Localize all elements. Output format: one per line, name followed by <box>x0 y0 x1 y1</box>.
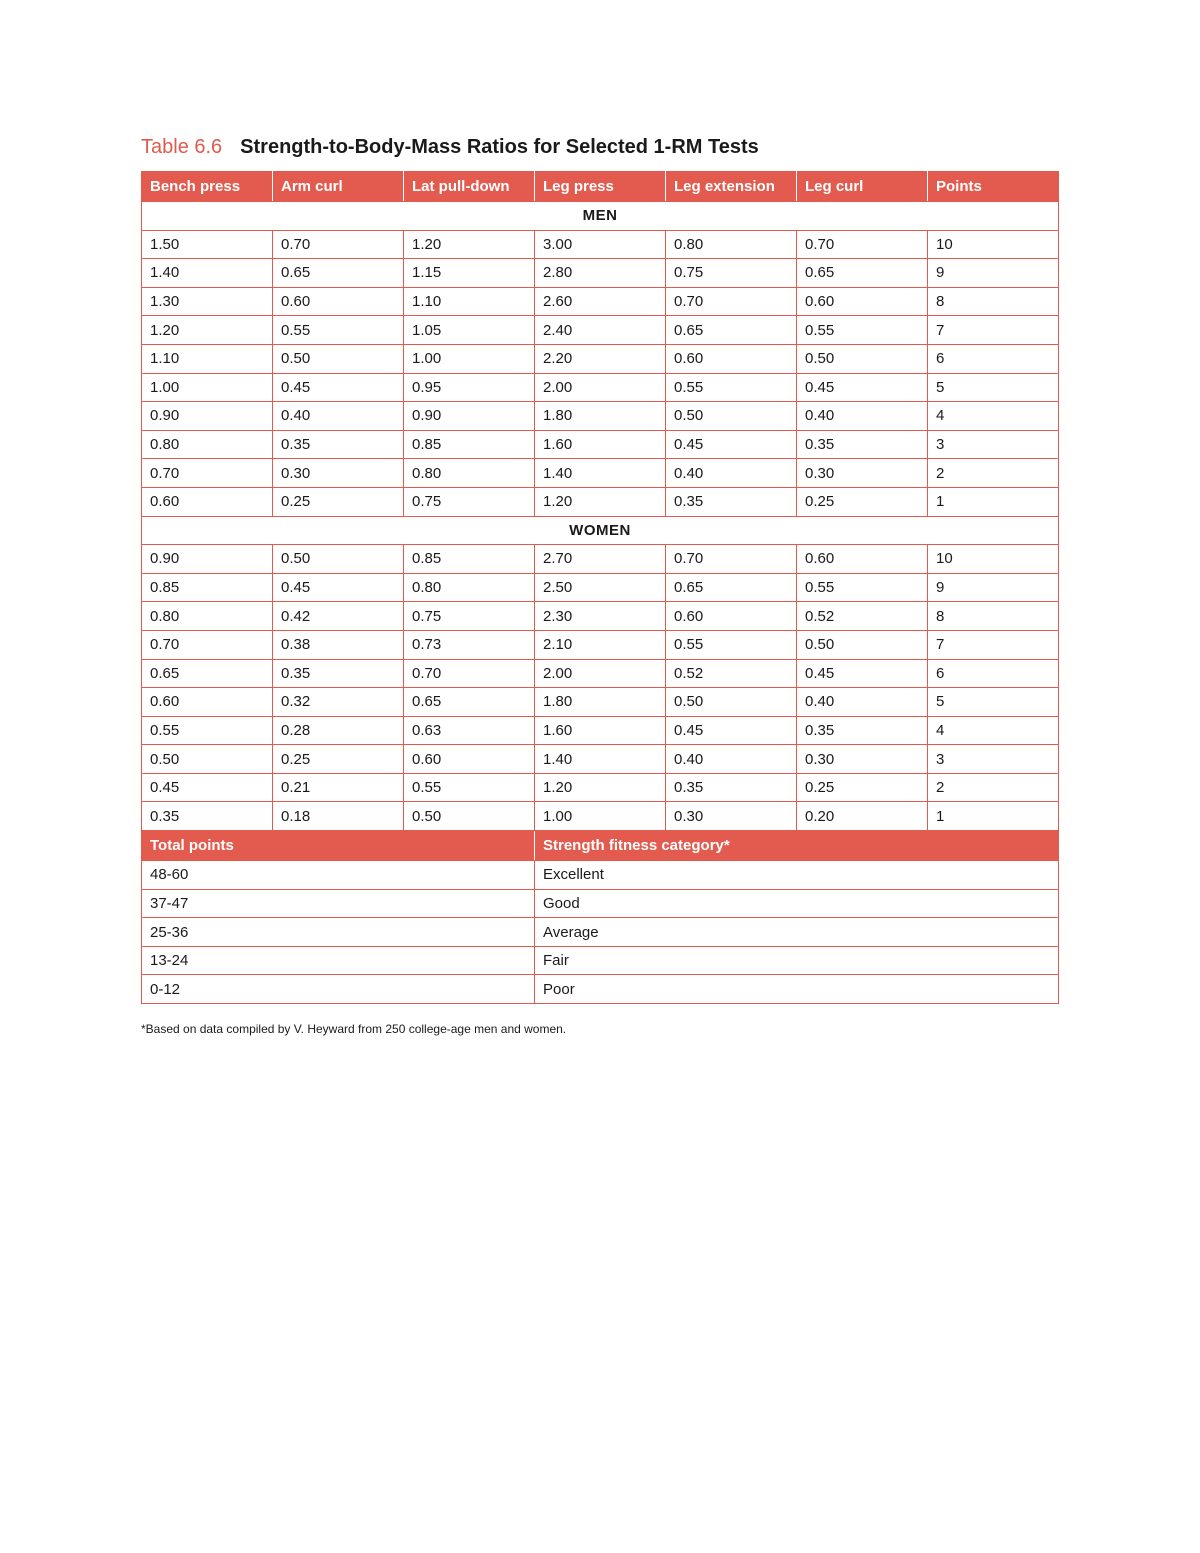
header-total-points: Total points <box>142 831 535 861</box>
table-head <box>142 172 1059 202</box>
cell-arm-curl: 0.38 <box>273 630 404 659</box>
cell-lat-pull-down: 0.75 <box>404 602 535 631</box>
category-row <box>142 889 1059 918</box>
section-label-men: MEN <box>142 202 1059 231</box>
category-row <box>142 861 1059 890</box>
cell-points: 2 <box>928 773 1059 802</box>
column-header-bench-press: Bench press <box>142 172 273 202</box>
cell-leg-press: 2.00 <box>535 373 666 402</box>
cell-bench-press: 0.85 <box>142 573 273 602</box>
table-row <box>142 459 1059 488</box>
cell-arm-curl: 0.50 <box>273 344 404 373</box>
table-row <box>142 230 1059 259</box>
cell-arm-curl: 0.60 <box>273 287 404 316</box>
cell-bench-press: 1.30 <box>142 287 273 316</box>
cell-leg-press: 3.00 <box>535 230 666 259</box>
cell-bench-press: 1.50 <box>142 230 273 259</box>
table-row <box>142 287 1059 316</box>
cell-arm-curl: 0.35 <box>273 659 404 688</box>
table-row <box>142 487 1059 516</box>
cell-lat-pull-down: 0.80 <box>404 459 535 488</box>
cell-points: 3 <box>928 430 1059 459</box>
cell-leg-extension: 0.50 <box>666 402 797 431</box>
cell-leg-curl: 0.40 <box>797 688 928 717</box>
cell-lat-pull-down: 0.73 <box>404 630 535 659</box>
category-row <box>142 918 1059 947</box>
cell-bench-press: 0.50 <box>142 745 273 774</box>
table-row <box>142 773 1059 802</box>
cell-points: 5 <box>928 373 1059 402</box>
cell-points: 3 <box>928 745 1059 774</box>
table-row <box>142 602 1059 631</box>
cell-leg-curl: 0.60 <box>797 287 928 316</box>
cell-arm-curl: 0.18 <box>273 802 404 831</box>
cell-arm-curl: 0.42 <box>273 602 404 631</box>
cell-leg-extension: 0.60 <box>666 602 797 631</box>
cell-leg-curl: 0.25 <box>797 773 928 802</box>
cell-fitness-category: Average <box>535 918 1059 947</box>
cell-lat-pull-down: 0.50 <box>404 802 535 831</box>
category-row <box>142 975 1059 1004</box>
cell-leg-curl: 0.30 <box>797 745 928 774</box>
cell-points: 9 <box>928 573 1059 602</box>
cell-lat-pull-down: 1.00 <box>404 344 535 373</box>
column-header-leg-curl: Leg curl <box>797 172 928 202</box>
cell-total-points: 25-36 <box>142 918 535 947</box>
cell-lat-pull-down: 0.75 <box>404 487 535 516</box>
cell-leg-extension: 0.30 <box>666 802 797 831</box>
cell-arm-curl: 0.40 <box>273 402 404 431</box>
cell-points: 4 <box>928 402 1059 431</box>
cell-total-points: 13-24 <box>142 946 535 975</box>
cell-fitness-category: Fair <box>535 946 1059 975</box>
table-caption <box>141 136 759 159</box>
cell-leg-extension: 0.70 <box>666 287 797 316</box>
cell-leg-extension: 0.35 <box>666 773 797 802</box>
cell-leg-press: 2.30 <box>535 602 666 631</box>
table-row <box>142 344 1059 373</box>
cell-lat-pull-down: 0.85 <box>404 545 535 574</box>
cell-arm-curl: 0.45 <box>273 373 404 402</box>
cell-bench-press: 0.70 <box>142 459 273 488</box>
cell-points: 7 <box>928 630 1059 659</box>
table-number: Table 6.6 <box>141 136 223 158</box>
cell-leg-curl: 0.50 <box>797 630 928 659</box>
cell-leg-extension: 0.70 <box>666 545 797 574</box>
header-fitness-category: Strength fitness category* <box>535 831 1059 861</box>
cell-leg-extension: 0.55 <box>666 373 797 402</box>
table-body <box>142 202 1059 1004</box>
cell-leg-press: 2.70 <box>535 545 666 574</box>
table-row <box>142 573 1059 602</box>
cell-leg-press: 2.50 <box>535 573 666 602</box>
cell-arm-curl: 0.65 <box>273 259 404 288</box>
cell-leg-curl: 0.25 <box>797 487 928 516</box>
cell-lat-pull-down: 0.70 <box>404 659 535 688</box>
table-row <box>142 802 1059 831</box>
cell-leg-extension: 0.75 <box>666 259 797 288</box>
cell-fitness-category: Poor <box>535 975 1059 1004</box>
cell-leg-press: 1.00 <box>535 802 666 831</box>
table-row <box>142 373 1059 402</box>
footnote: *Based on data compiled by V. Heyward from 250 college-age men and women. <box>141 1022 567 1036</box>
cell-arm-curl: 0.28 <box>273 716 404 745</box>
cell-leg-extension: 0.55 <box>666 630 797 659</box>
cell-leg-curl: 0.45 <box>797 373 928 402</box>
cell-leg-extension: 0.40 <box>666 459 797 488</box>
cell-bench-press: 1.10 <box>142 344 273 373</box>
cell-lat-pull-down: 0.55 <box>404 773 535 802</box>
cell-bench-press: 0.90 <box>142 402 273 431</box>
cell-leg-curl: 0.30 <box>797 459 928 488</box>
cell-arm-curl: 0.35 <box>273 430 404 459</box>
cell-bench-press: 0.60 <box>142 487 273 516</box>
cell-leg-extension: 0.50 <box>666 688 797 717</box>
cell-leg-curl: 0.55 <box>797 316 928 345</box>
cell-lat-pull-down: 0.95 <box>404 373 535 402</box>
cell-leg-press: 1.80 <box>535 402 666 431</box>
cell-arm-curl: 0.25 <box>273 487 404 516</box>
cell-leg-extension: 0.40 <box>666 745 797 774</box>
cell-bench-press: 0.60 <box>142 688 273 717</box>
cell-bench-press: 1.20 <box>142 316 273 345</box>
cell-arm-curl: 0.70 <box>273 230 404 259</box>
cell-leg-curl: 0.60 <box>797 545 928 574</box>
cell-arm-curl: 0.21 <box>273 773 404 802</box>
cell-leg-press: 1.40 <box>535 745 666 774</box>
cell-points: 9 <box>928 259 1059 288</box>
cell-leg-extension: 0.80 <box>666 230 797 259</box>
table-row <box>142 659 1059 688</box>
table-row <box>142 402 1059 431</box>
cell-arm-curl: 0.30 <box>273 459 404 488</box>
cell-leg-press: 2.80 <box>535 259 666 288</box>
cell-lat-pull-down: 0.85 <box>404 430 535 459</box>
cell-points: 1 <box>928 802 1059 831</box>
section-row-men <box>142 202 1059 231</box>
table-row <box>142 688 1059 717</box>
cell-total-points: 48-60 <box>142 861 535 890</box>
cell-lat-pull-down: 0.63 <box>404 716 535 745</box>
cell-lat-pull-down: 1.20 <box>404 230 535 259</box>
category-header-row <box>142 831 1059 861</box>
cell-leg-extension: 0.45 <box>666 716 797 745</box>
table-row <box>142 716 1059 745</box>
cell-lat-pull-down: 0.80 <box>404 573 535 602</box>
table-row <box>142 745 1059 774</box>
cell-arm-curl: 0.55 <box>273 316 404 345</box>
cell-fitness-category: Good <box>535 889 1059 918</box>
category-row <box>142 946 1059 975</box>
cell-leg-press: 2.60 <box>535 287 666 316</box>
cell-leg-curl: 0.35 <box>797 716 928 745</box>
cell-bench-press: 0.65 <box>142 659 273 688</box>
cell-total-points: 37-47 <box>142 889 535 918</box>
cell-leg-extension: 0.65 <box>666 316 797 345</box>
cell-leg-extension: 0.65 <box>666 573 797 602</box>
table-row <box>142 430 1059 459</box>
cell-points: 7 <box>928 316 1059 345</box>
cell-leg-press: 1.20 <box>535 773 666 802</box>
column-header-row <box>142 172 1059 202</box>
cell-points: 8 <box>928 287 1059 316</box>
cell-points: 1 <box>928 487 1059 516</box>
cell-leg-curl: 0.35 <box>797 430 928 459</box>
cell-leg-press: 1.80 <box>535 688 666 717</box>
table-row <box>142 630 1059 659</box>
cell-bench-press: 0.35 <box>142 802 273 831</box>
cell-lat-pull-down: 1.15 <box>404 259 535 288</box>
cell-leg-press: 1.60 <box>535 430 666 459</box>
cell-lat-pull-down: 0.90 <box>404 402 535 431</box>
table-row <box>142 259 1059 288</box>
cell-points: 8 <box>928 602 1059 631</box>
cell-total-points: 0-12 <box>142 975 535 1004</box>
cell-leg-extension: 0.35 <box>666 487 797 516</box>
cell-leg-curl: 0.20 <box>797 802 928 831</box>
cell-leg-press: 1.60 <box>535 716 666 745</box>
cell-points: 2 <box>928 459 1059 488</box>
cell-lat-pull-down: 1.10 <box>404 287 535 316</box>
cell-arm-curl: 0.25 <box>273 745 404 774</box>
table-row <box>142 545 1059 574</box>
cell-leg-press: 2.20 <box>535 344 666 373</box>
cell-lat-pull-down: 1.05 <box>404 316 535 345</box>
column-header-leg-press: Leg press <box>535 172 666 202</box>
cell-points: 6 <box>928 344 1059 373</box>
cell-points: 10 <box>928 230 1059 259</box>
cell-lat-pull-down: 0.60 <box>404 745 535 774</box>
cell-arm-curl: 0.32 <box>273 688 404 717</box>
cell-leg-extension: 0.45 <box>666 430 797 459</box>
cell-leg-extension: 0.60 <box>666 344 797 373</box>
table-row <box>142 316 1059 345</box>
cell-leg-press: 2.00 <box>535 659 666 688</box>
table-title: Strength-to-Body-Mass Ratios for Selected 1-RM Tests <box>240 136 759 158</box>
cell-bench-press: 0.80 <box>142 430 273 459</box>
column-header-arm-curl: Arm curl <box>273 172 404 202</box>
cell-leg-curl: 0.55 <box>797 573 928 602</box>
cell-bench-press: 0.80 <box>142 602 273 631</box>
cell-leg-curl: 0.50 <box>797 344 928 373</box>
cell-leg-curl: 0.70 <box>797 230 928 259</box>
strength-ratio-table <box>141 171 1059 1004</box>
cell-points: 4 <box>928 716 1059 745</box>
column-header-leg-extension: Leg extension <box>666 172 797 202</box>
cell-bench-press: 0.55 <box>142 716 273 745</box>
cell-leg-press: 2.10 <box>535 630 666 659</box>
cell-arm-curl: 0.50 <box>273 545 404 574</box>
cell-fitness-category: Excellent <box>535 861 1059 890</box>
cell-points: 6 <box>928 659 1059 688</box>
cell-bench-press: 0.90 <box>142 545 273 574</box>
cell-bench-press: 1.40 <box>142 259 273 288</box>
cell-bench-press: 1.00 <box>142 373 273 402</box>
column-header-points: Points <box>928 172 1059 202</box>
cell-leg-curl: 0.40 <box>797 402 928 431</box>
cell-leg-curl: 0.45 <box>797 659 928 688</box>
column-header-lat-pull-down: Lat pull-down <box>404 172 535 202</box>
cell-bench-press: 0.70 <box>142 630 273 659</box>
cell-arm-curl: 0.45 <box>273 573 404 602</box>
cell-lat-pull-down: 0.65 <box>404 688 535 717</box>
cell-bench-press: 0.45 <box>142 773 273 802</box>
section-row-women <box>142 516 1059 545</box>
cell-leg-curl: 0.65 <box>797 259 928 288</box>
cell-leg-curl: 0.52 <box>797 602 928 631</box>
section-label-women: WOMEN <box>142 516 1059 545</box>
cell-leg-press: 1.20 <box>535 487 666 516</box>
cell-leg-press: 2.40 <box>535 316 666 345</box>
cell-points: 5 <box>928 688 1059 717</box>
cell-points: 10 <box>928 545 1059 574</box>
cell-leg-press: 1.40 <box>535 459 666 488</box>
cell-leg-extension: 0.52 <box>666 659 797 688</box>
